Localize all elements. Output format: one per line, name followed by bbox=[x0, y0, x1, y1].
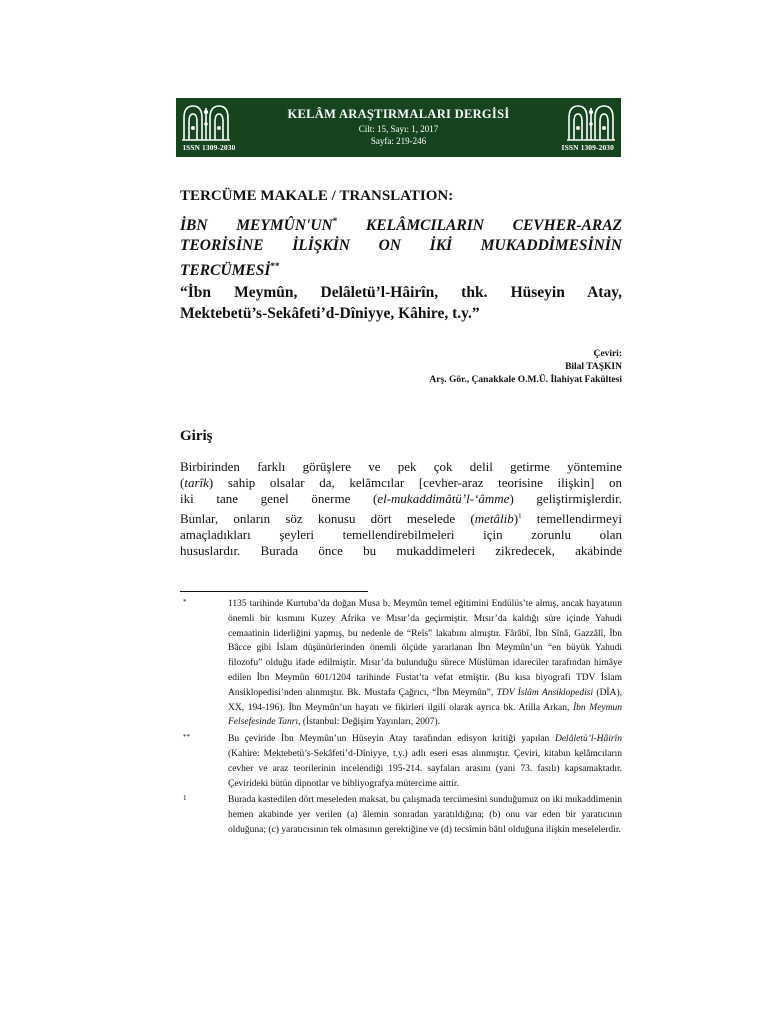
source-citation bbox=[180, 282, 622, 324]
footnote-ref[interactable]: * bbox=[332, 216, 338, 226]
body-paragraph bbox=[180, 459, 622, 559]
journal-header-band bbox=[176, 98, 621, 157]
footnote-text: Burada kastedilen dört meseleden maksat, bu çalışmada tercümesini sunduğumuz on iki mukaddimenin hemen akabinde yer verilen (a) âlemin sonradan yaratıldığına; (b) onu var eden bir yaratıcının olduğuna; (c) yaratıcısının tek olmasının gerektiğine ve (d) tecsîmin bâtıl olduğuna ilişkin meselelerdir. bbox=[228, 795, 622, 835]
title-line-2: TEORİSİNE İLİŞKİN ON İKİ MUKADDİMESİNİN bbox=[180, 237, 622, 254]
journal-volume: Cilt: 15, Sayı: 1, 2017 bbox=[358, 124, 439, 134]
title-part: İBN MEYMÛN'UN bbox=[180, 217, 333, 234]
body-line bbox=[180, 491, 622, 507]
text-run: ) sahip olsalar da, kelâmcılar [cevher-araz teorisine ilişkin] on bbox=[208, 475, 622, 491]
footnote bbox=[180, 597, 622, 730]
body-line: amaçladıkları şeyleri temellendirebilmeleri için zorunlu olan bbox=[180, 526, 622, 542]
title-part: TERCÜMESİ bbox=[180, 262, 271, 279]
body-line: hususlardır. Burada önce bu mukaddimeleri zikredecek, akabinde bbox=[180, 543, 622, 559]
source-line-2: Mektebetü’s-Sekâfeti’d-Dîniyye, Kâhire, t.y.” bbox=[180, 305, 480, 322]
text-run: ) geliştirmişlerdir. bbox=[509, 491, 622, 507]
text-run: temellendirmeyi bbox=[521, 510, 622, 526]
article-type: TERCÜME MAKALE / TRANSLATION: bbox=[180, 188, 454, 204]
translator-affiliation: Arş. Gör., Çanakkale O.M.Ü. İlahiyat Fakültesi bbox=[429, 375, 622, 385]
source-line-1: “İbn Meymûn, Delâletü’l-Hâirîn, thk. Hüseyin Atay, bbox=[180, 284, 622, 301]
text-run: iki tane genel önerme ( bbox=[180, 491, 378, 507]
body-line: Birbirinden farklı görüşlere ve pek çok delil getirme yöntemine bbox=[180, 459, 622, 474]
footnote bbox=[180, 732, 622, 791]
footnote-ref[interactable]: 1 bbox=[518, 511, 522, 520]
footnote-italic: İbn Meymun Felsefesinde Tanrı bbox=[228, 702, 623, 728]
footnote-italic: Delâletü’l-Hâirîn bbox=[554, 734, 622, 745]
title-line-1 bbox=[180, 211, 622, 236]
text-run: ( bbox=[180, 475, 185, 491]
footnote-text: Bu çeviride İbn Meymûn’un Hüseyin Atay tarafından edisyon kritiği yapılan bbox=[228, 734, 555, 745]
issn-label: ISSN 1309-2030 bbox=[561, 143, 614, 152]
footnote-text: , (İstanbul: Değişim Yayınları, 2007). bbox=[298, 717, 441, 728]
article-title bbox=[180, 211, 622, 281]
italic-term: metâlib bbox=[474, 510, 514, 526]
body-line bbox=[180, 475, 622, 491]
italic-term: el-mukaddimâtü’l-‘âmme bbox=[377, 491, 510, 507]
credits-label: Çeviri: bbox=[593, 349, 622, 359]
journal-title: KELÂM ARAŞTIRMALARI DERGİSİ bbox=[287, 107, 510, 121]
section-heading: Giriş bbox=[180, 428, 213, 444]
body-line bbox=[180, 508, 622, 527]
footnote-text: (Kahire: Mektebetü’s-Sekâfeti’d-Dîniyye, t.y.) adlı eseri esas alınmıştır. Çeviri, kitabın kelâmcıların cevher ve araz teorilerinin incelendiği 195-214. sayfaları arasını (yani 73. fasılı) kapsamaktadır. Çevirideki bütün dipnotlar ve bibliyografya mütercime aittir. bbox=[228, 748, 622, 789]
text-run: Bunlar, onların söz konusu dört meselede ( bbox=[180, 510, 475, 526]
footnote-text: (DİA), XX, 194-196). İbn Meymûn’un hayatı ve fikirleri ilgili olarak ayrıca bk. Atilla Arkan, bbox=[228, 687, 622, 713]
footnote-text: 1135 tarihinde Kurtuba’da doğan Musa b. Meymûn temel eğitimini Endülüs’te almış, ancak hayatının önemli bir kısmını Kuzey Afrika ve Mısır’da geçirmiştir. Mısır’da kaldığı süre içinde Yahudi cemaatinin liderliğini yapmış, bu nedenle de “Reîs” lakabını almıştır. Fârâbî, İbn Sînâ, Gazzâlî, İbn Bâcce gibi İslam düşünürlerinden önemli ölçüde yararlanan İbn Meymûn’un “en büyük Yahudi filozofu” olduğu ifade edilmiştir. Mısır’da bulunduğu sürece Müslüman idareciler tarafından himâye edilen İbn Meymûn 601/1204 tarihinde Fustat’ta vefat etmiştir. (Bu kısa biyografi TDV İslam Ansiklopedisi’nden alınmıştır. Bk. Mustafa Çağrıcı, “İbn Meymûn”, bbox=[228, 599, 622, 698]
footnote-mark: ** bbox=[183, 733, 190, 742]
title-part: KELÂMCILARIN CEVHER-ARAZ bbox=[365, 217, 623, 234]
footnote-mark: 1 bbox=[183, 794, 187, 803]
title-line-3 bbox=[180, 256, 622, 281]
footnote bbox=[180, 793, 622, 837]
footnote-ref[interactable]: ** bbox=[270, 261, 280, 271]
translator-name: Bilal TAŞKIN bbox=[565, 362, 622, 372]
issn-label: ISSN 1309-2030 bbox=[183, 143, 236, 152]
footnotes bbox=[180, 597, 622, 840]
text-run: ) bbox=[513, 510, 519, 526]
translator-credits bbox=[429, 348, 622, 387]
journal-pages: Sayfa: 219-246 bbox=[370, 136, 427, 146]
footnote-divider bbox=[180, 591, 368, 592]
italic-term: tarîk bbox=[184, 475, 209, 491]
footnote-mark: * bbox=[183, 598, 187, 606]
footnote-italic: TDV İslâm Ansiklopedisi bbox=[496, 687, 594, 698]
